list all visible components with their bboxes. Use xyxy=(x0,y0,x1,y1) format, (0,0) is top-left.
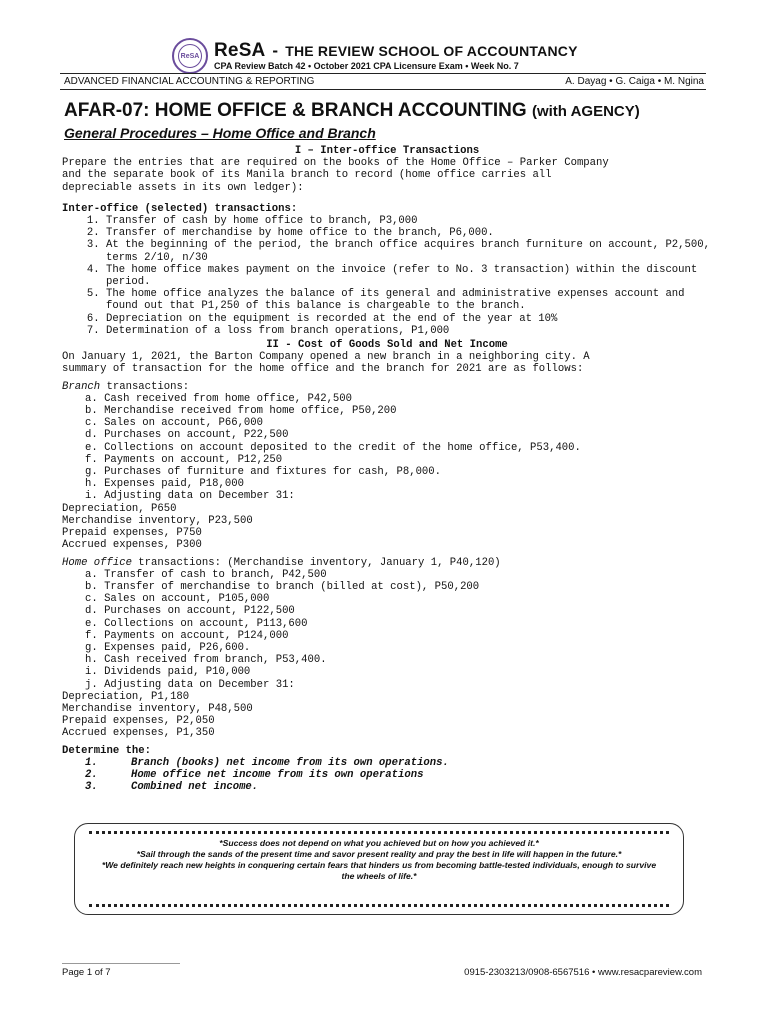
list-item: i. Adjusting data on December 31: xyxy=(85,490,295,503)
list-item: h. Cash received from branch, P53,400. xyxy=(85,654,327,667)
authors: A. Dayag • G. Caiga • M. Ngina xyxy=(565,76,704,87)
list-item: Prepaid expenses, P750 xyxy=(62,527,202,540)
home-office-transactions-list xyxy=(62,569,712,691)
list-item: 6. Depreciation on the equipment is recorded at the end of the year at 10% xyxy=(106,313,712,325)
list-item: c. Sales on account, P105,000 xyxy=(85,593,270,606)
list-item: Accrued expenses, P300 xyxy=(62,539,202,552)
brand-separator: - xyxy=(272,41,279,60)
list-item: b. Transfer of merchandise to branch (billed at cost), P50,200 xyxy=(85,580,480,593)
list-item: Depreciation, P650 xyxy=(62,502,177,515)
resa-logo xyxy=(172,38,208,74)
brand-full-name: THE REVIEW SCHOOL OF ACCOUNTANCY xyxy=(285,43,578,59)
list-item: a. Cash received from home office, P42,500 xyxy=(85,392,353,405)
document-subtitle: General Procedures – Home Office and Branch xyxy=(64,125,376,141)
header-rule-bottom xyxy=(60,89,706,90)
branch-transactions-list xyxy=(62,393,712,503)
list-item: f. Payments on account, P124,000 xyxy=(85,629,289,642)
list-item: Merchandise inventory, P23,500 xyxy=(62,514,253,527)
title-suffix: (with AGENCY) xyxy=(531,103,640,120)
branch-transactions-title xyxy=(62,381,712,393)
home-office-adjustments xyxy=(62,691,712,740)
list-item: 1. Branch (books) net income from its own operations. xyxy=(85,756,449,769)
interoffice-list-title: Inter-office (selected) transactions: xyxy=(62,202,298,215)
course-name: ADVANCED FINANCIAL ACCOUNTING & REPORTING xyxy=(64,76,315,87)
list-item: 2. Transfer of merchandise by home office to the branch, P6,000. xyxy=(106,227,712,239)
document-body xyxy=(62,143,712,793)
list-item: d. Purchases on account, P122,500 xyxy=(85,605,295,618)
branch-label-rest: transactions: xyxy=(100,380,190,393)
quote-line: *Sail through the sands of the present time and savor present reality and pray the best in life will happen in the future.* xyxy=(136,849,622,859)
logo-text: ReSA xyxy=(178,44,202,68)
list-item: a. Transfer of cash to branch, P42,500 xyxy=(85,568,327,581)
list-item: b. Merchandise received from home office, P50,200 xyxy=(85,405,397,418)
determine-list xyxy=(62,757,712,794)
motivational-quote-box xyxy=(74,823,684,915)
quote-divider-top xyxy=(89,831,669,834)
title-main: AFAR-07: HOME OFFICE & BRANCH ACCOUNTING xyxy=(64,100,527,121)
home-office-transactions-title xyxy=(62,557,712,569)
brand-resa: ReSA xyxy=(214,40,266,61)
contact-info: 0915-2303213/0908-6567516 • www.resacpareview.com xyxy=(464,967,702,978)
list-item: 3. Combined net income. xyxy=(85,781,259,794)
branch-adjustments xyxy=(62,503,712,552)
list-item: e. Collections on account deposited to the credit of the home office, P53,400. xyxy=(85,441,581,454)
list-item: 5. The home office analyzes the balance of its general and administrative expenses account and found out that P1,250 of this balance is chargeable to the branch. xyxy=(106,288,712,312)
batch-info: CPA Review Batch 42 • October 2021 CPA Licensure Exam • Week No. 7 xyxy=(214,61,519,71)
list-item: e. Collections on account, P113,600 xyxy=(85,617,308,630)
list-item: 7. Determination of a loss from branch operations, P1,000 xyxy=(106,325,712,337)
list-item: 2. Home office net income from its own operations xyxy=(85,768,424,781)
school-name xyxy=(214,40,578,62)
header-rule-top xyxy=(60,73,706,74)
list-item: f. Payments on account, P12,250 xyxy=(85,453,283,466)
page-number: Page 1 of 7 xyxy=(62,967,111,978)
footer-rule xyxy=(62,963,180,964)
section-2-heading: II - Cost of Goods Sold and Net Income xyxy=(266,339,508,352)
quote-line: *Success does not depend on what you achieved but on how you achieved it.* xyxy=(219,838,539,848)
section-2-intro: On January 1, 2021, the Barton Company opened a new branch in a neighboring city. A summary of transaction for the home office and the branch for 2021 are as follows: xyxy=(62,351,590,376)
quote-divider-bottom xyxy=(89,904,669,907)
document-title xyxy=(64,100,640,122)
home-office-label-rest: transactions: (Merchandise inventory, January 1, P40,120) xyxy=(131,556,501,569)
list-item: Accrued expenses, P1,350 xyxy=(62,727,215,740)
determine-title: Determine the: xyxy=(62,744,152,757)
list-item: 3. At the beginning of the period, the branch office acquires branch furniture on account, P2,500, terms 2/10, n/30 xyxy=(106,239,712,263)
list-item: Merchandise inventory, P48,500 xyxy=(62,702,253,715)
quote-text xyxy=(101,838,657,882)
list-item: j. Adjusting data on December 31: xyxy=(85,678,295,691)
list-item: h. Expenses paid, P18,000 xyxy=(85,478,244,491)
section-1-heading: I – Inter-office Transactions xyxy=(294,145,480,157)
section-1-intro: Prepare the entries that are required on the books of the Home Office – Parker Company and the separate book of its Manila branch to record (home office carries all depreciable assets in its own ledger): xyxy=(62,157,609,194)
list-item: Depreciation, P1,180 xyxy=(62,690,190,703)
list-item: 1. Transfer of cash by home office to branch, P3,000 xyxy=(106,215,712,227)
interoffice-list xyxy=(62,215,712,337)
list-item: i. Dividends paid, P10,000 xyxy=(85,666,251,679)
list-item: c. Sales on account, P66,000 xyxy=(85,417,264,430)
list-item: g. Expenses paid, P26,600. xyxy=(85,641,251,654)
list-item: d. Purchases on account, P22,500 xyxy=(85,429,289,442)
quote-line: *We definitely reach new heights in conquering certain fears that hinders us from becoming battle-tested individuals, enough to survive the wheels of life.* xyxy=(101,860,657,881)
branch-label: Branch xyxy=(62,380,101,393)
list-item: 4. The home office makes payment on the invoice (refer to No. 3 transaction) within the discount period. xyxy=(106,264,712,288)
list-item: g. Purchases of furniture and fixtures for cash, P8,000. xyxy=(85,466,442,479)
home-office-label: Home office xyxy=(62,556,132,569)
list-item: Prepaid expenses, P2,050 xyxy=(62,715,215,728)
